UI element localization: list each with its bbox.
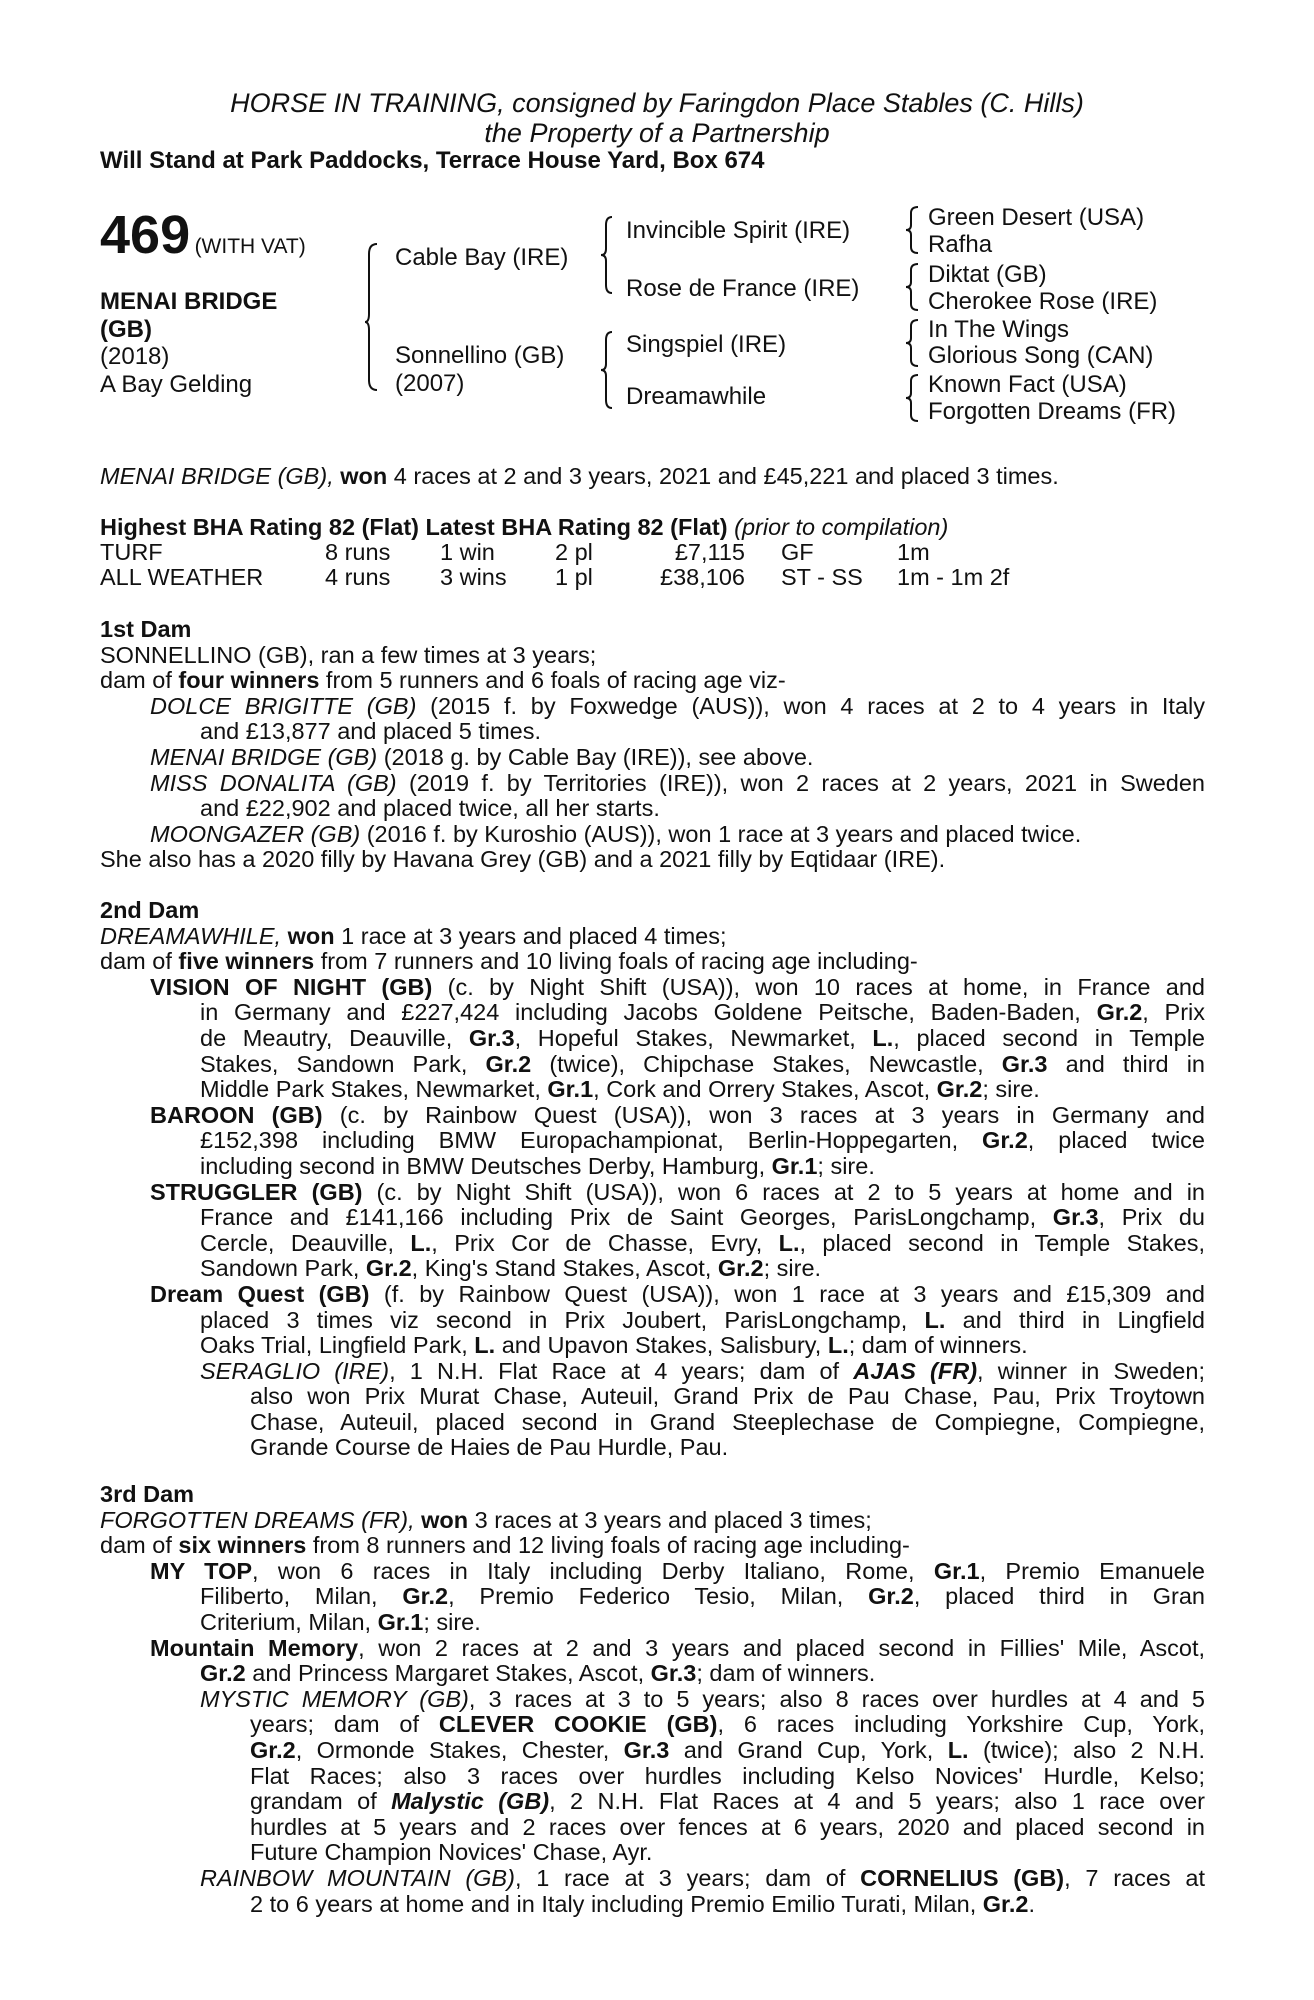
horse-description: A Bay Gelding xyxy=(100,371,253,398)
bha-rating: Highest BHA Rating 82 (Flat) Latest BHA Rating 82 (Flat) (prior to compilation) xyxy=(100,514,949,540)
pedigree-bracket-g3-3 xyxy=(906,318,922,368)
pedigree-bracket-sire xyxy=(600,215,616,295)
owner-line: the Property of a Partnership xyxy=(484,118,830,148)
section-heading: 3rd Dam xyxy=(100,1481,195,1507)
pedigree-g3: Rafha xyxy=(928,231,993,258)
section-heading: 2nd Dam xyxy=(100,897,200,923)
vat-note: (WITH VAT) xyxy=(194,235,306,258)
pedigree-bracket-dam xyxy=(600,330,616,410)
pedigree-g3: Green Desert (USA) xyxy=(928,204,1145,231)
stand-location: Will Stand at Park Paddocks, Terrace House Yard, Box 674 xyxy=(100,147,765,174)
pedigree-bracket-g3-4 xyxy=(906,373,922,423)
pedigree-g3: Diktat (GB) xyxy=(928,261,1047,288)
pedigree-bracket-g3-2 xyxy=(906,262,922,312)
pedigree-g3: Cherokee Rose (IRE) xyxy=(928,288,1158,315)
horse-name: MENAI BRIDGE xyxy=(100,288,278,315)
pedigree-g3: Forgotten Dreams (FR) xyxy=(928,398,1177,425)
lot-number-row xyxy=(100,205,306,265)
sire-dam: Rose de France (IRE) xyxy=(626,275,860,302)
performance-table xyxy=(100,540,1009,590)
table-row: ALL WEATHER 4 runs 3 wins 1 pl £38,106 ST - SS 1m - 1m 2f xyxy=(100,564,1010,590)
dam-dam: Dreamawhile xyxy=(626,383,767,410)
second-dam-section: 2nd Dam DREAMAWHILE, won 1 race at 3 years and placed 4 times; dam of five winners from 7 runners and 10 living foals of racing age including- VISION OF NIGHT (GB) (c. by Night Shift (USA)), won 10 races at home, in France and in Germany and £227,424 including Jacobs Goldene Peitsche, Baden-Baden, Gr.2, Prix de Meautry, Deauville, Gr.3, Hopeful Stakes, Newmarket, L., placed second in Temple Stakes, Sandown Park, Gr.2 (twice), Chipchase Stakes, Newcastle, Gr.3 and third in Middle Park Stakes, Newmarket, Gr.1, Cork and Orrery Stakes, Ascot, Gr.2; sire. BAROON (GB) (c. by Rainbow Quest (USA)), won 3 races at 3 years in Germany and £152,398 including BMW Europachampionat, Berlin-Hoppegarten, Gr.2, placed twice including second in BMW Deutsches Derby, Hamburg, Gr.1; sire. STRUGGLER (GB) (c. by Night Shift (USA)), won 6 races at 2 to 5 years at home and in France and £141,166 including Prix de Saint Georges, ParisLongchamp, Gr.3, Prix du Cercle, Deauville, L., Prix Cor de Chasse, Evry, L., placed second in Temple Stakes, Sandown Park, Gr.2, King's Stand Stakes, Ascot, Gr.2; sire. Dream Quest (GB) (f. by Rainbow Quest (USA)), won 1 race at 3 years and £15,309 and placed 3 times viz second in Prix Joubert, ParisLongchamp, L. and third in Lingfield Oaks Trial, Lingfield Park, L. and Upavon Stakes, Salisbury, L.; dam of winners. SERAGLIO (IRE), 1 N.H. Flat Race at 4 years; dam of AJAS (FR), winner in Sweden; also won Prix Murat Chase, Auteuil, Grand Prix de Pau Chase, Pau, Prix Troytown Chase, Auteuil, placed second in Grand Steeplechase de Compiegne, Compiegne, Grande Course de Haies de Pau Hurdle, Pau. xyxy=(100,897,1206,1461)
consignor-line: HORSE IN TRAINING, consigned by Faringdon Place Stables (C. Hills) xyxy=(230,88,1084,118)
table-row: TURF 8 runs 1 win 2 pl £7,115 GF 1m xyxy=(100,539,930,565)
dam-sire: Singspiel (IRE) xyxy=(626,331,787,358)
pedigree-bracket-g3-1 xyxy=(906,205,922,255)
horse-name-suffix: (GB) xyxy=(100,316,152,343)
first-dam-section: 1st Dam SONNELLINO (GB), ran a few times at 3 years; dam of four winners from 5 runners and 6 foals of racing age viz- DOLCE BRIGITTE (GB) (2015 f. by Foxwedge (AUS)), won 4 races at 2 to 4 years in Italy and £13,877 and placed 5 times. MENAI BRIDGE (GB) (2018 g. by Cable Bay (IRE)), see above. MISS DONALITA (GB) (2019 f. by Territories (IRE)), won 2 races at 2 years, 2021 in Sweden and £22,902 and placed twice, all her starts. MOONGAZER (GB) (2016 f. by Kuroshio (AUS)), won 1 race at 3 years and placed twice. She also has a 2020 filly by Havana Grey (GB) and a 2021 filly by Eqtidaar (IRE). xyxy=(100,616,1205,873)
sire-sire: Invincible Spirit (IRE) xyxy=(626,217,851,244)
section-heading: 1st Dam xyxy=(100,616,192,642)
pedigree-g3: Known Fact (USA) xyxy=(928,371,1127,398)
race-summary: MENAI BRIDGE (GB), won 4 races at 2 and 3 years, 2021 and £45,221 and placed 3 times. xyxy=(100,463,1059,489)
third-dam-section: 3rd Dam FORGOTTEN DREAMS (FR), won 3 races at 3 years and placed 3 times; dam of six winners from 8 runners and 12 living foals of racing age including- MY TOP, won 6 races in Italy including Derby Italiano, Rome, Gr.1, Premio Emanuele Filiberto, Milan, Gr.2, Premio Federico Tesio, Milan, Gr.2, placed third in Gran Criterium, Milan, Gr.1; sire. Mountain Memory, won 2 races at 2 and 3 years and placed second in Fillies' Mile, Ascot, Gr.2 and Princess Margaret Stakes, Ascot, Gr.3; dam of winners. MYSTIC MEMORY (GB), 3 races at 3 to 5 years; also 8 races over hurdles at 4 and 5 years; dam of CLEVER COOKIE (GB), 6 races including Yorkshire Cup, York, Gr.2, Ormonde Stakes, Chester, Gr.3 and Grand Cup, York, L. (twice); also 2 N.H. Flat Races; also 3 races over hurdles including Kelso Novices' Hurdle, Kelso; grandam of Malystic (GB), 2 N.H. Flat Races at 4 and 5 years; also 1 race over hurdles at 5 years and 2 races over fences at 6 years, 2020 and placed second in Future Champion Novices' Chase, Ayr. RAINBOW MOUNTAIN (GB), 1 race at 3 years; dam of CORNELIUS (GB), 7 races at 2 to 6 years at home and in Italy including Premio Emilio Turati, Milan, Gr.2. xyxy=(100,1481,1206,1917)
foaling-year: (2018) xyxy=(100,343,170,370)
pedigree-bracket-main xyxy=(365,242,385,392)
pedigree-g3: In The Wings xyxy=(928,316,1069,343)
dam-year: (2007) xyxy=(395,370,465,397)
pedigree-g3: Glorious Song (CAN) xyxy=(928,342,1154,369)
sire-name: Cable Bay (IRE) xyxy=(395,244,569,271)
dam-name: Sonnellino (GB) xyxy=(395,342,565,369)
lot-number: 469 xyxy=(100,205,191,265)
